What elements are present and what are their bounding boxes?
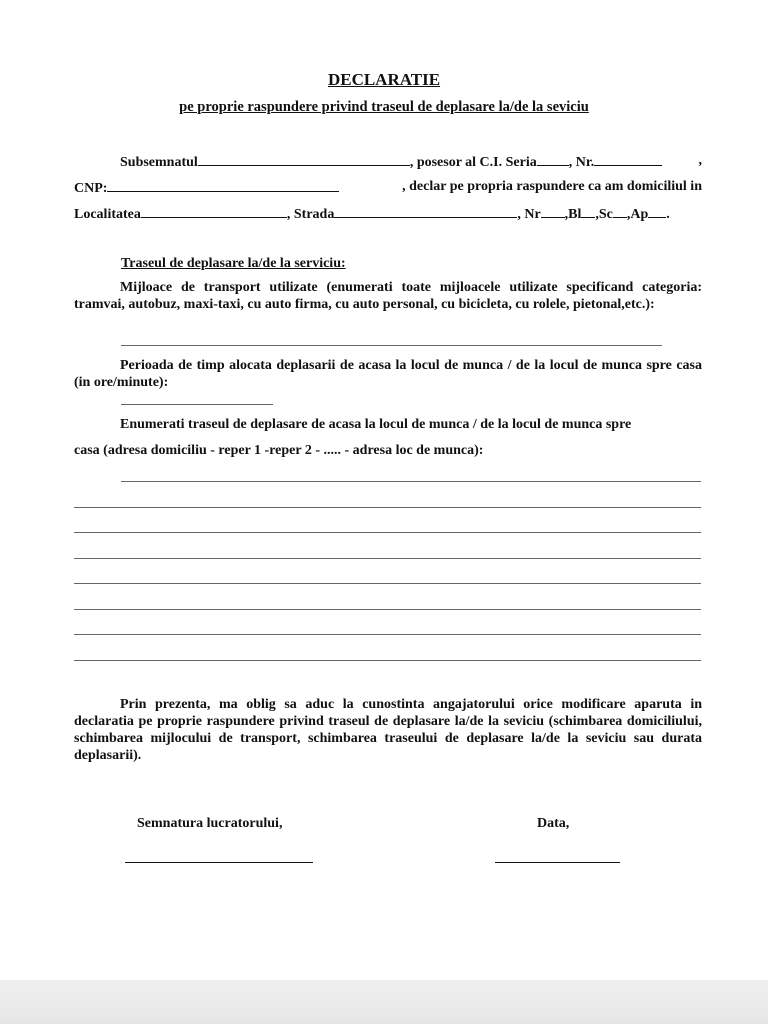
commitment-paragraph: [74, 696, 702, 764]
route-answer-line-5[interactable]: [74, 583, 701, 584]
route-paragraph-line-2: [74, 442, 702, 459]
transport-answer-line[interactable]: [121, 345, 662, 346]
sc-field[interactable]: [613, 205, 627, 218]
localitatea-label: Localitatea: [74, 207, 141, 222]
name-field[interactable]: [198, 153, 410, 166]
bl-field[interactable]: [581, 205, 595, 218]
posesor-label: , posesor al C.I. Seria: [409, 155, 537, 170]
viewer-bottom-band: [0, 980, 768, 1024]
declar-text: , declar pe propria raspundere ca am domiciliul in: [402, 179, 702, 194]
ap-field[interactable]: [648, 205, 666, 218]
strada-field[interactable]: [334, 205, 517, 218]
signature-line[interactable]: [125, 862, 313, 863]
route-answer-line-4[interactable]: [74, 558, 701, 559]
route-answer-line-2[interactable]: [74, 507, 701, 508]
document-title: DECLARATIE: [327, 70, 441, 89]
sc-label: ,Sc: [595, 207, 613, 222]
identity-line-1: [74, 153, 702, 171]
route-text-2: casa (adresa domiciliu - reper 1 -reper 2 - ..... - adresa loc de munca):: [74, 443, 484, 458]
subsemnatul-label: Subsemnatul: [120, 155, 198, 170]
strada-label: , Strada: [286, 207, 335, 222]
transport-text: Mijloace de transport utilizate (enumerati toate mijloacele utilizate specificand categoria: tramvai, autobuz, maxi-taxi, cu auto firma, cu auto personal, cu bicicleta, cu rolele, pietonal,etc.):: [74, 280, 702, 312]
line-3-end: .: [666, 207, 670, 222]
route-answer-line-8[interactable]: [74, 660, 701, 661]
localitatea-field[interactable]: [141, 205, 287, 218]
signature-label: Semnatura lucratorului,: [137, 816, 283, 831]
route-text-1: Enumerati traseul de deplasare de acasa la locul de munca / de la locul de munca spre: [120, 417, 632, 432]
route-answer-line-1[interactable]: [121, 481, 701, 482]
ci-series-field[interactable]: [537, 153, 569, 166]
date-line[interactable]: [495, 862, 620, 863]
nr2-label: , Nr: [517, 207, 541, 222]
period-paragraph: [74, 357, 702, 391]
street-number-field[interactable]: [541, 205, 565, 218]
route-paragraph-line-1: [74, 416, 702, 433]
nr-label: , Nr.: [568, 155, 595, 170]
route-answer-line-7[interactable]: [74, 634, 701, 635]
identity-line-2: [74, 179, 702, 197]
section-heading: Traseul de deplasare la/de la serviciu:: [121, 256, 346, 271]
period-answer-line[interactable]: [121, 404, 273, 405]
identity-line-3: [74, 205, 702, 223]
ap-label: ,Ap: [626, 207, 649, 222]
transport-paragraph: [74, 279, 702, 313]
ci-number-field[interactable]: [594, 153, 662, 166]
line-1-comma: ,: [698, 153, 702, 168]
route-answer-line-3[interactable]: [74, 532, 701, 533]
period-text: Perioada de timp alocata deplasarii de acasa la locul de munca / de la locul de munca spre casa (in ore/minute):: [74, 358, 702, 390]
bl-label: ,Bl: [564, 207, 582, 222]
route-answer-line-6[interactable]: [74, 609, 701, 610]
date-label: Data,: [537, 816, 570, 831]
document-subtitle: pe proprie raspundere privind traseul de deplasare la/de la seviciu: [179, 99, 589, 115]
cnp-field[interactable]: [107, 179, 339, 192]
cnp-label: CNP:: [74, 181, 108, 196]
commitment-text: Prin prezenta, ma oblig sa aduc la cunostinta angajatorului orice modificare aparuta in declaratia pe proprie raspundere privind traseul de deplasare la/de la seviciu (schimbarea domiciliului, schimbarea mijlocului de transport, schimbarea traseului de deplasare la/de la seviciu sau durata deplasarii).: [74, 697, 702, 763]
